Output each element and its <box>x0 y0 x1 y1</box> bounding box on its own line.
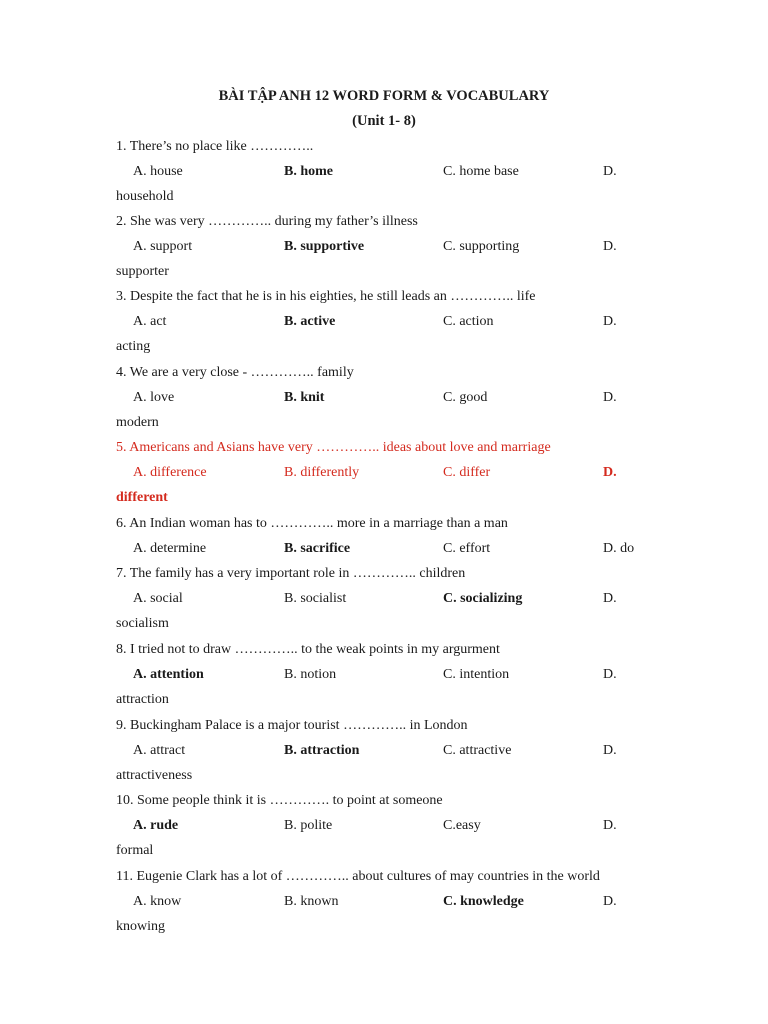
option-a: A. act <box>133 314 167 329</box>
option-d: D. <box>603 239 617 254</box>
option-d-continued: knowing <box>116 919 165 934</box>
option-b: B. differently <box>284 465 360 480</box>
option-d: D. <box>603 894 617 909</box>
option-a-answer: A. attention <box>133 667 204 682</box>
option-a: A. determine <box>133 541 207 556</box>
question-text: 4. We are a very close - ………….. family <box>116 365 354 380</box>
option-a: A. social <box>133 591 183 606</box>
question-text: 10. Some people think it is …………. to point at someone <box>116 793 443 808</box>
option-b: B. known <box>284 894 339 909</box>
option-c: C. effort <box>443 541 491 556</box>
question-2 <box>0 214 768 290</box>
option-d: D. <box>603 390 617 405</box>
document-title: BÀI TẬP ANH 12 WORD FORM & VOCABULARY <box>218 88 550 104</box>
option-c: C. differ <box>443 465 491 480</box>
option-b-answer: B. attraction <box>284 743 360 758</box>
question-text: 9. Buckingham Palace is a major tourist ………….. in London <box>116 718 468 733</box>
option-a: A. love <box>133 390 175 405</box>
question-5 <box>0 440 768 516</box>
option-a: A. support <box>133 239 193 254</box>
option-d: D. <box>603 164 617 179</box>
option-a-answer: A. rude <box>133 818 179 833</box>
option-d-continued: formal <box>116 843 154 858</box>
question-text: 6. An Indian woman has to ………….. more in a marriage than a man <box>116 516 508 531</box>
option-d-answer: D. <box>603 465 617 480</box>
option-a: A. difference <box>133 465 207 480</box>
option-d: D. do <box>603 541 635 556</box>
option-c: C. home base <box>443 164 519 179</box>
question-text: 8. I tried not to draw ………….. to the weak points in my argurment <box>116 642 500 657</box>
question-10 <box>0 793 768 869</box>
question-8 <box>0 642 768 718</box>
option-d: D. <box>603 591 617 606</box>
option-b-answer: B. knit <box>284 390 325 405</box>
option-b: B. socialist <box>284 591 347 606</box>
question-9 <box>0 718 768 794</box>
option-a: A. house <box>133 164 183 179</box>
document-subtitle: (Unit 1- 8) <box>352 113 416 129</box>
option-d: D. <box>603 314 617 329</box>
option-d-continued: household <box>116 189 174 204</box>
option-d-continued: attraction <box>116 692 169 707</box>
option-d-continued: modern <box>116 415 159 430</box>
option-d-continued: socialism <box>116 616 169 631</box>
option-d-continued: acting <box>116 339 151 354</box>
option-c: C. supporting <box>443 239 520 254</box>
option-b-answer: B. active <box>284 314 336 329</box>
option-d: D. <box>603 667 617 682</box>
question-11 <box>0 869 768 945</box>
option-c: C. action <box>443 314 494 329</box>
question-3 <box>0 289 768 365</box>
question-7 <box>0 566 768 642</box>
question-text: 2. She was very ………….. during my father’s illness <box>116 214 418 229</box>
option-a: A. know <box>133 894 182 909</box>
option-d-continued: supporter <box>116 264 169 279</box>
option-b-answer: B. home <box>284 164 333 179</box>
option-b: B. polite <box>284 818 333 833</box>
option-d: D. <box>603 743 617 758</box>
question-4 <box>0 365 768 441</box>
option-b-answer: B. supportive <box>284 239 365 254</box>
question-1 <box>0 139 768 215</box>
question-text: 5. Americans and Asians have very ………….. ideas about love and marriage <box>116 440 551 455</box>
option-c: C. attractive <box>443 743 512 758</box>
option-c-answer: C. socializing <box>443 591 523 606</box>
option-c: C.easy <box>443 818 481 833</box>
question-text: 3. Despite the fact that he is in his eighties, he still leads an ………….. life <box>116 289 536 304</box>
option-c: C. intention <box>443 667 510 682</box>
option-d-continued: attractiveness <box>116 768 193 783</box>
option-d: D. <box>603 818 617 833</box>
question-text: 7. The family has a very important role in ………….. children <box>116 566 466 581</box>
option-c: C. good <box>443 390 488 405</box>
option-a: A. attract <box>133 743 186 758</box>
option-c-answer: C. knowledge <box>443 894 524 909</box>
option-b-answer: B. sacrifice <box>284 541 351 556</box>
option-d-continued: different <box>116 490 168 505</box>
question-text: 1. There’s no place like ………….. <box>116 139 314 154</box>
option-b: B. notion <box>284 667 337 682</box>
question-text: 11. Eugenie Clark has a lot of ………….. about cultures of may countries in the world <box>116 869 600 884</box>
